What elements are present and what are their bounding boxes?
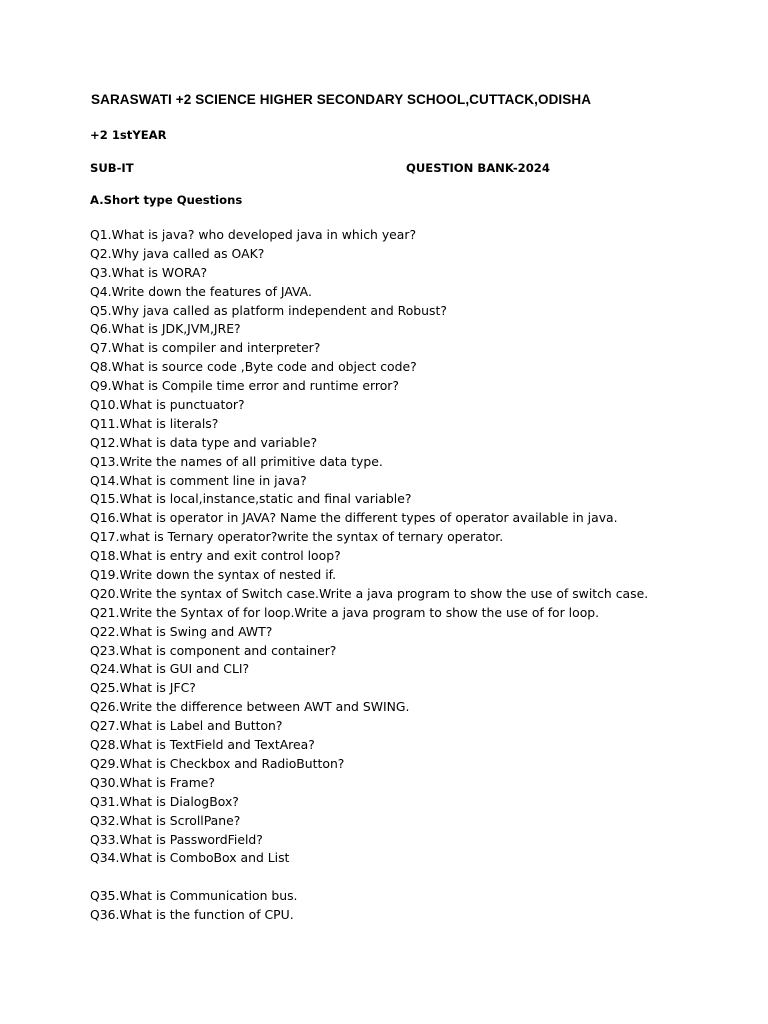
question-item: Q25.What is JFC? [90,680,196,696]
question-item: Q5.Why java called as platform independent and Robust? [90,302,447,318]
question-item: Q6.What is JDK,JVM,JRE? [90,321,241,337]
question-item: Q36.What is the function of CPU. [90,907,294,923]
question-item: Q30.What is Frame? [90,774,215,790]
question-item: Q22.What is Swing and AWT? [90,623,273,639]
question-item: Q35.What is Communication bus. [90,888,298,904]
question-item: Q13.Write the names of all primitive data type. [90,453,383,469]
question-item: Q16.What is operator in JAVA? Name the different types of operator available in java. [90,510,618,526]
question-item: Q10.What is punctuator? [90,397,245,413]
question-item: Q26.Write the difference between AWT and SWING. [90,699,410,715]
question-list [90,226,750,925]
question-item: Q4.Write down the features of JAVA. [90,283,312,299]
question-item: Q9.What is Compile time error and runtime error? [90,378,399,394]
question-item: Q15.What is local,instance,static and final variable? [90,491,412,507]
question-item: Q23.What is component and container? [90,642,337,658]
question-item: Q14.What is comment line in java? [90,472,307,488]
question-item: Q34.What is ComboBox and List [90,850,290,866]
question-item: Q28.What is TextField and TextArea? [90,737,315,753]
question-item: Q17.what is Ternary operator?write the syntax of ternary operator. [90,529,504,545]
question-item: Q21.Write the Syntax of for loop.Write a java program to show the use of for loop. [90,604,600,620]
question-item: Q1.What is java? who developed java in which year? [90,227,417,242]
question-item: Q20.Write the syntax of Switch case.Write a java program to show the use of switch case. [90,585,649,601]
question-item: Q11.What is literals? [90,415,219,431]
class-year: +2 1stYEAR [90,128,167,142]
question-item: Q29.What is Checkbox and RadioButton? [90,755,345,771]
question-item: Q27.What is Label and Button? [90,718,283,734]
question-item: Q19.Write down the syntax of nested if. [90,567,337,583]
section-heading: A.Short type Questions [90,193,243,207]
question-item: Q7.What is compiler and interpreter? [90,340,321,356]
subject-label: SUB-IT [90,161,134,175]
question-item: Q32.What is ScrollPane? [90,812,241,828]
question-item: Q3.What is WORA? [90,264,208,280]
question-item: Q12.What is data type and variable? [90,434,318,450]
question-item: Q24.What is GUI and CLI? [90,661,250,677]
school-title: SARASWATI +2 SCIENCE HIGHER SECONDARY SCHOOL,CUTTACK,ODISHA [91,92,592,107]
question-item: Q33.What is PasswordField? [90,831,263,847]
question-bank-label: QUESTION BANK-2024 [406,161,550,175]
question-item: Q2.Why java called as OAK? [90,245,265,261]
question-item: Q8.What is source code ,Byte code and object code? [90,359,417,375]
question-item: Q31.What is DialogBox? [90,793,239,809]
question-item: Q18.What is entry and exit control loop? [90,548,341,564]
